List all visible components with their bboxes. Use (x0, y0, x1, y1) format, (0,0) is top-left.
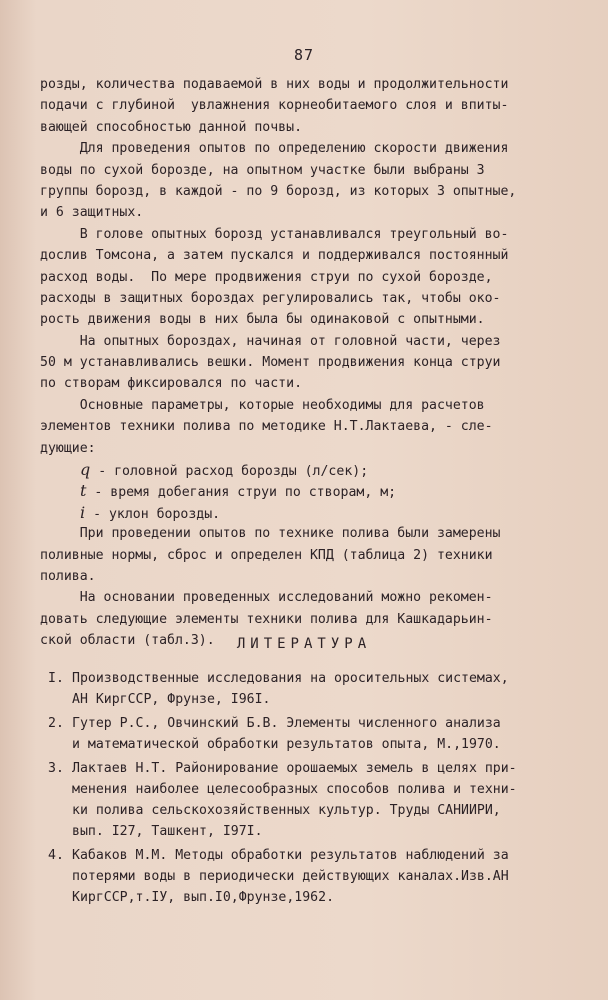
text-line: полива. (40, 568, 96, 584)
reference-item (48, 845, 568, 908)
reference-item (48, 668, 568, 710)
reference-list (48, 668, 568, 911)
text-line: вающей способностью данной почвы. (40, 119, 303, 135)
reference-number: 3. (48, 761, 64, 776)
reference-line: КиргССР,т.IУ, вып.I0,Фрунзе,1962. (72, 890, 335, 905)
parameter-list (40, 459, 570, 523)
reference-line: ки полива сельскохозяйственных культур. Труды САНИИРИ, (72, 803, 501, 818)
text-line: Основные параметры, которые необходимы для расчетов (40, 397, 485, 413)
reference-line: потерями воды в периодически действующих каналах.Изв.АН (72, 869, 509, 884)
paragraph (40, 395, 570, 459)
parameter-description: - головной расход борозды (л/сек); (90, 464, 369, 480)
text-line: довать следующие элементы техники полива для Кашкадарьин- (40, 611, 493, 627)
text-line: по створам фиксировался по части. (40, 376, 303, 392)
reference-line (48, 845, 568, 866)
text-line: расходы в защитных бороздах регулировались так, чтобы око- (40, 290, 501, 306)
text-line: расход воды. По мере продвижения струи по сухой борозде, (40, 269, 493, 285)
reference-number: 4. (48, 848, 64, 863)
paragraph (40, 523, 570, 587)
reference-item (48, 713, 568, 755)
literature-heading: ЛИТЕРАТУРА (236, 636, 372, 652)
reference-text: Лактаев Н.Т. Районирование орошаемых земель в целях при- (72, 761, 517, 776)
reference-line (48, 668, 568, 689)
paragraph (40, 224, 570, 331)
text-line: дослив Томсона, а затем пускался и поддерживался постоянный (40, 248, 509, 264)
parameter-symbol: t (80, 481, 87, 501)
text-line: В голове опытных борозд устанавливался треугольный во- (40, 226, 509, 242)
text-line: При проведении опытов по технике полива были замерены (40, 526, 501, 542)
text-line: Для проведения опытов по определению скорости движения (40, 141, 509, 157)
reference-line: менения наиболее целесообразных способов полива и техни- (72, 782, 517, 797)
paragraphs-after (40, 523, 570, 651)
text-line: и 6 защитных. (40, 205, 144, 221)
paragraph (40, 331, 570, 395)
parameter-description: - уклон борозды. (85, 506, 221, 522)
reference-text: Гутер Р.С., Овчинский Б.В. Элементы численного анализа (72, 716, 501, 731)
text-line: дующие: (40, 440, 96, 456)
reference-line: АН КиргССР, Фрунзе, I96I. (72, 692, 271, 707)
text-line: ской области (табл.3). (40, 633, 215, 649)
parameter-description: - время добегания струи по створам, м; (86, 485, 397, 501)
parameter-item (40, 459, 570, 480)
text-line: группы борозд, в каждой - по 9 борозд, из которых 3 опытные, (40, 183, 517, 199)
reference-item (48, 758, 568, 842)
parameter-item (40, 502, 570, 523)
text-line: подачи с глубиной увлажнения корнеобитаемого слоя и впиты- (40, 98, 509, 114)
reference-text: Кабаков М.М. Методы обработки результатов наблюдений за (72, 848, 509, 863)
parameter-symbol: i (80, 502, 86, 522)
text-line: розды, количества подаваемой в них воды и продолжительности (40, 77, 509, 92)
paragraph (40, 138, 570, 224)
text-line: элементов техники полива по методике Н.Т.Лактаева, - сле- (40, 419, 493, 435)
text-line: рость движения воды в них была бы одинаковой с опытными. (40, 312, 485, 328)
reference-line: вып. I27, Ташкент, I97I. (72, 824, 263, 839)
reference-line (48, 713, 568, 734)
reference-number: 2. (48, 716, 64, 731)
page-number: 87 (293, 46, 315, 64)
paragraph (40, 74, 570, 138)
body-text (40, 74, 570, 652)
text-line: воды по сухой борозде, на опытном участке были выбраны 3 (40, 162, 485, 178)
parameter-symbol: q (80, 460, 91, 480)
paragraphs-before (40, 74, 570, 459)
reference-number: I. (48, 671, 64, 686)
text-line: поливные нормы, сброс и определен КПД (таблица 2) техники (40, 547, 493, 563)
reference-line: и математической обработки результатов опыта, М.,1970. (72, 737, 501, 752)
text-line: 50 м устанавливались вешки. Момент продвижения конца струи (40, 355, 501, 371)
text-line: На основании проведенных исследований можно рекомен- (40, 590, 493, 606)
text-line: На опытных бороздах, начиная от головной части, через (40, 333, 501, 349)
reference-text: Производственные исследования на оросительных системах, (72, 671, 509, 686)
parameter-item (40, 480, 570, 501)
reference-line (48, 758, 568, 779)
